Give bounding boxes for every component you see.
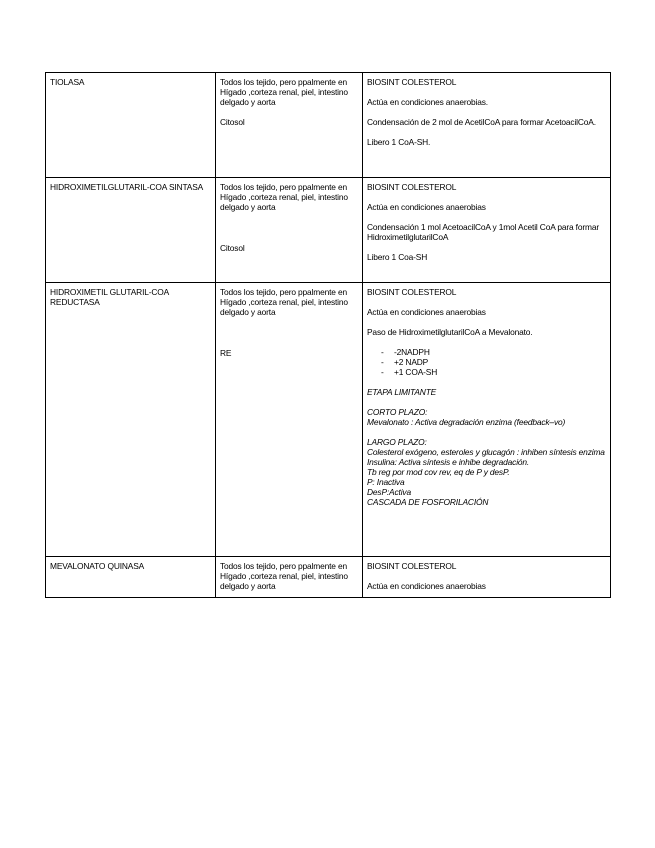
condition-text: Actúa en condiciones anaerobias. bbox=[367, 97, 488, 107]
long-term-line: Tb reg por mod cov rev, eq de P y desP. bbox=[367, 467, 510, 477]
location-text: RE bbox=[220, 348, 232, 358]
description-cell bbox=[363, 178, 611, 283]
tissue-text: Todos los tejido, pero ppalmente en Hígado ,corteza renal, piel, intestino delgado y aorta bbox=[220, 182, 348, 212]
long-term-line: Insulina: Activa síntesis e inhibe degradación. bbox=[367, 457, 530, 467]
process-text: BIOSINT COLESTEROL bbox=[367, 561, 457, 571]
table-row bbox=[46, 557, 611, 598]
tissue-cell bbox=[216, 178, 363, 283]
tissue-cell bbox=[216, 73, 363, 178]
condition-text: Actúa en condiciones anaerobias bbox=[367, 581, 486, 591]
tissue-text: Todos los tejido, pero ppalmente en Hígado ,corteza renal, piel, intestino delgado y aorta bbox=[220, 287, 348, 317]
table-row bbox=[46, 283, 611, 557]
long-term-title: LARGO PLAZO: bbox=[367, 437, 427, 447]
enzyme-name: TIOLASA bbox=[50, 77, 85, 87]
table-row bbox=[46, 178, 611, 283]
reaction-text: Condensación 1 mol AcetoacilCoA y 1mol Acetil CoA para formar HidroximetilglutarilCoA bbox=[367, 222, 599, 242]
list-item: - +1 COA-SH bbox=[381, 367, 606, 377]
list-item: - -2NADPH bbox=[381, 347, 606, 357]
process-text: BIOSINT COLESTEROL bbox=[367, 77, 457, 87]
tissue-cell bbox=[216, 557, 363, 598]
enzyme-name: HIDROXIMETILGLUTARIL-COA SINTASA bbox=[50, 182, 204, 192]
description-cell bbox=[363, 557, 611, 598]
long-term-line: P: Inactiva bbox=[367, 477, 405, 487]
enzyme-name-cell bbox=[46, 178, 216, 283]
release-text: Libero 1 CoA-SH. bbox=[367, 137, 431, 147]
long-term-line: DesP:Activa bbox=[367, 487, 411, 497]
location-text: Citosol bbox=[220, 243, 245, 253]
enzyme-name: MEVALONATO QUINASA bbox=[50, 561, 145, 571]
process-text: BIOSINT COLESTEROL bbox=[367, 182, 457, 192]
list-item: - +2 NADP bbox=[381, 357, 606, 367]
description-cell bbox=[363, 283, 611, 557]
tissue-text: Todos los tejido, pero ppalmente en Hígado ,corteza renal, piel, intestino delgado y aorta bbox=[220, 561, 348, 591]
long-term-line: CASCADA DE FOSFORILACIÓN bbox=[367, 497, 489, 507]
location-text: Citosol bbox=[220, 117, 245, 127]
process-text: BIOSINT COLESTEROL bbox=[367, 287, 457, 297]
reaction-text: Condensación de 2 mol de AcetilCoA para formar AcetoacilCoA. bbox=[367, 117, 596, 127]
limiting-step-text: ETAPA LIMITANTE bbox=[367, 387, 437, 397]
enzyme-name-cell bbox=[46, 73, 216, 178]
enzyme-table bbox=[45, 72, 611, 598]
condition-text: Actúa en condiciones anaerobias bbox=[367, 307, 486, 317]
enzyme-name-cell bbox=[46, 283, 216, 557]
release-text: Libero 1 Coa-SH bbox=[367, 252, 428, 262]
tissue-cell bbox=[216, 283, 363, 557]
condition-text: Actúa en condiciones anaerobias bbox=[367, 202, 486, 212]
short-term-title: CORTO PLAZO: bbox=[367, 407, 428, 417]
long-term-line: Colesterol exógeno, esteroles y glucagón : inhiben síntesis enzima bbox=[367, 447, 605, 457]
cofactor-list bbox=[367, 347, 606, 377]
description-cell bbox=[363, 73, 611, 178]
tissue-text: Todos los tejido, pero ppalmente en Hígado ,corteza renal, piel, intestino delgado y aorta bbox=[220, 77, 348, 107]
reaction-text: Paso de HidroximetilglutarilCoA a Mevalonato. bbox=[367, 327, 533, 337]
short-term-text: Mevalonato : Activa degradación enzima (feedback–vo) bbox=[367, 417, 566, 427]
enzyme-name-cell bbox=[46, 557, 216, 598]
enzyme-name: HIDROXIMETIL GLUTARIL-COA REDUCTASA bbox=[50, 287, 169, 307]
table-row bbox=[46, 73, 611, 178]
